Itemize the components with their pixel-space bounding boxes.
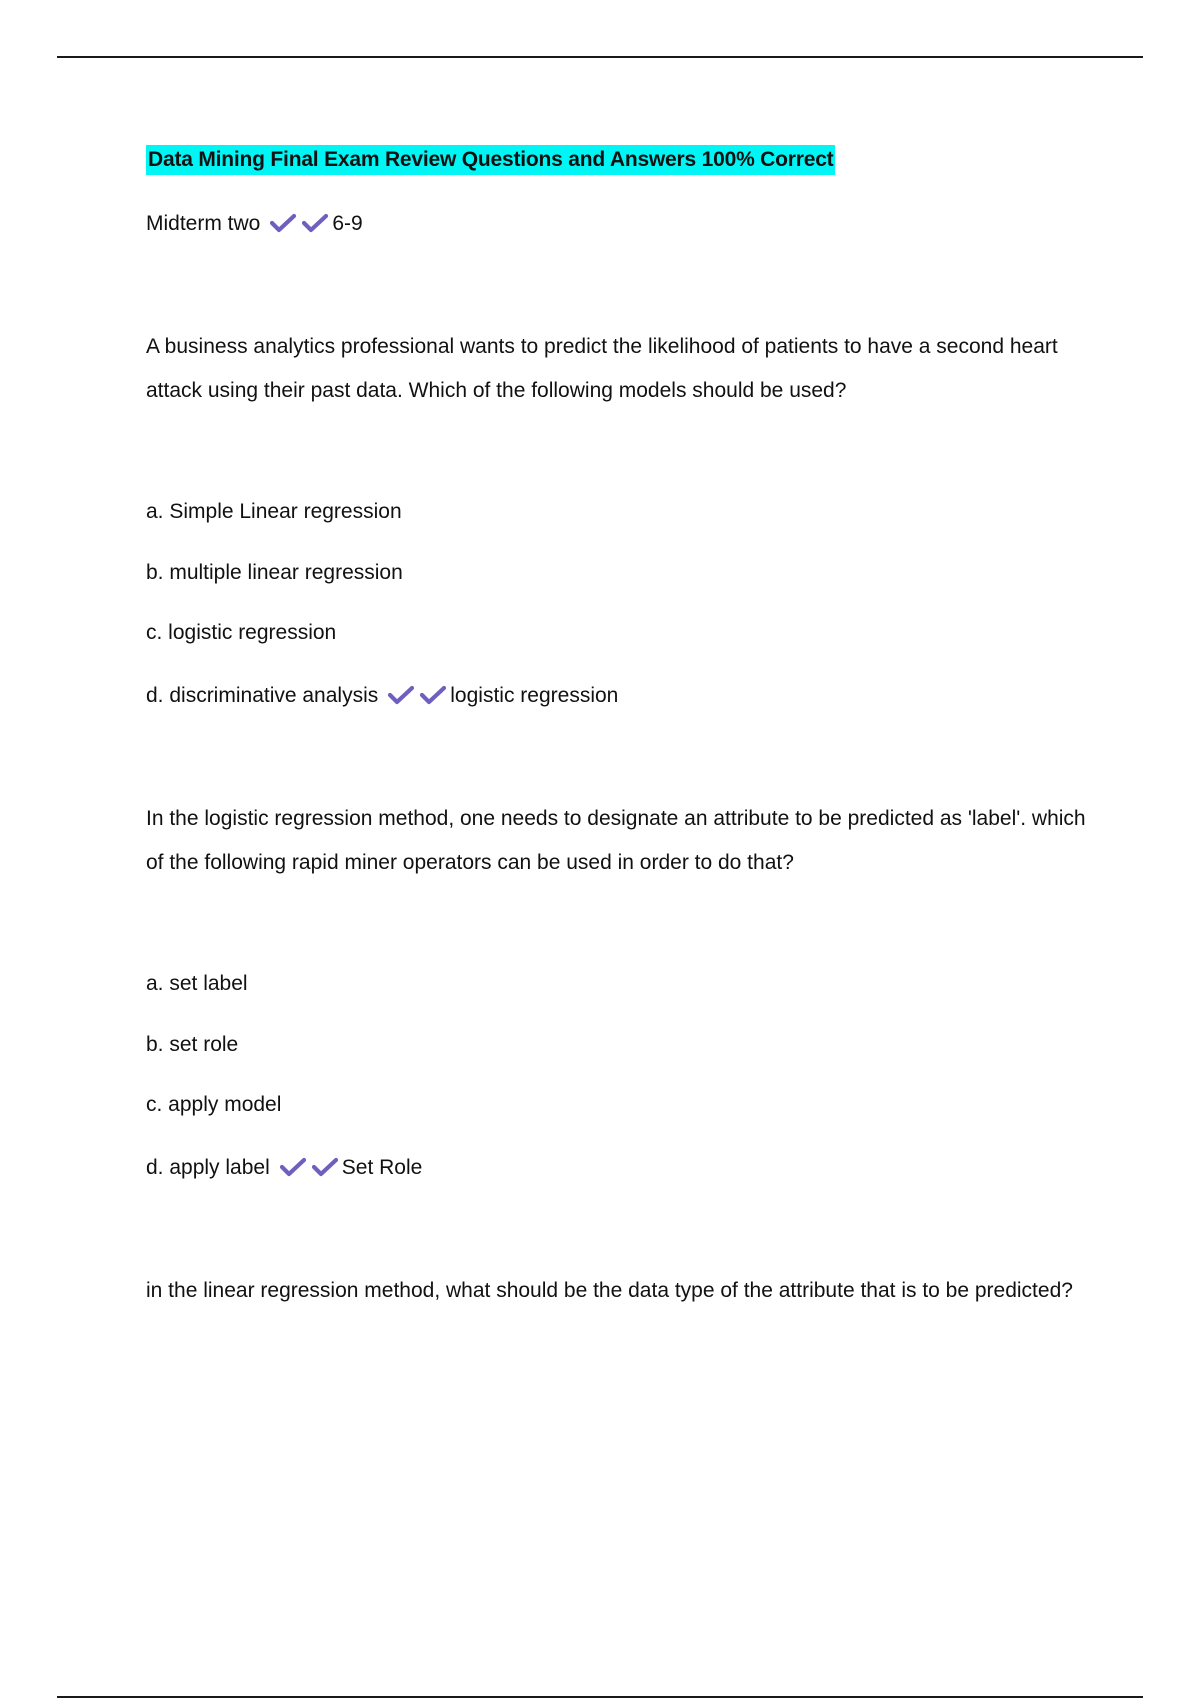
answer-checks	[388, 685, 446, 705]
midterm-label: Midterm two	[146, 212, 261, 235]
check-icon	[280, 1157, 306, 1177]
q1-option-d-line	[146, 683, 618, 709]
q1-answer: logistic regression	[450, 684, 619, 707]
q2-option-b: b. set role	[146, 1033, 239, 1056]
q2-option-a: a. set label	[146, 972, 248, 995]
q2-answer: Set Role	[341, 1156, 423, 1179]
q2-option-d: d. apply label	[146, 1156, 270, 1179]
document-title: Data Mining Final Exam Review Questions and Answers 100% Correct	[146, 145, 835, 175]
bottom-rule	[57, 1696, 1143, 1698]
top-rule	[57, 56, 1143, 58]
question-1-text: A business analytics professional wants to predict the likelihood of patients to have a second heart attack using their past data. Which of the following models should be used?	[146, 335, 1058, 402]
question-3-text: in the linear regression method, what should be the data type of the attribute that is to be predicted?	[146, 1279, 1073, 1302]
q1-option-d: d. discriminative analysis	[146, 684, 379, 707]
midterm-line	[146, 211, 363, 237]
q2-option-c: c. apply model	[146, 1093, 282, 1116]
title-line	[146, 145, 835, 175]
q2-option-d-line	[146, 1155, 422, 1181]
q1-option-a: a. Simple Linear regression	[146, 500, 402, 523]
check-icon	[420, 685, 446, 705]
check-icon	[270, 213, 296, 233]
q1-option-c: c. logistic regression	[146, 621, 337, 644]
check-icon	[312, 1157, 338, 1177]
question-2-text: In the logistic regression method, one needs to designate an attribute to be predicted as 'label'. which of the following rapid miner operators can be used in order to do that?	[146, 807, 1086, 874]
check-icon	[388, 685, 414, 705]
q1-option-b: b. multiple linear regression	[146, 561, 403, 584]
answer-checks	[280, 1157, 338, 1177]
midterm-answer: 6-9	[332, 212, 363, 235]
answer-checks	[270, 213, 328, 233]
check-icon	[302, 213, 328, 233]
